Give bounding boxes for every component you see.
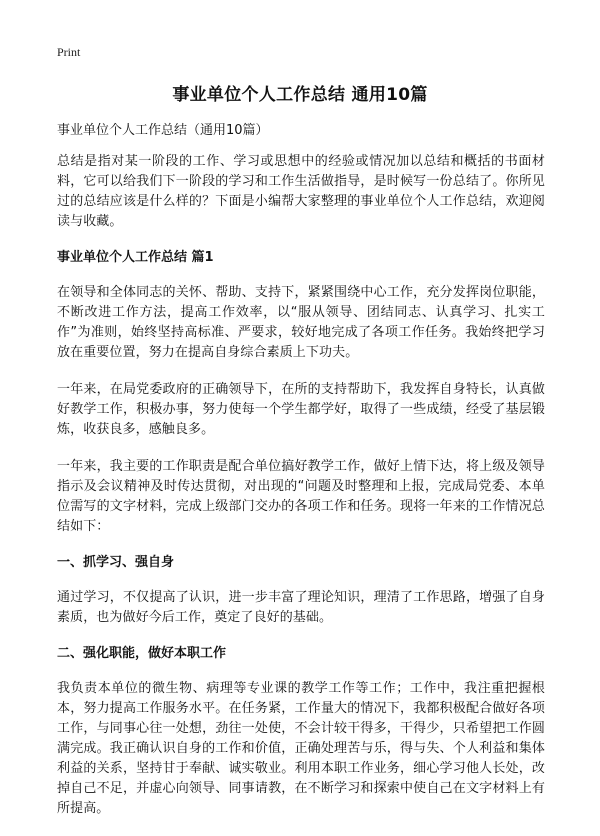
body-paragraph: 一年来，在局党委政府的正确领导下，在所的支持帮助下，我发挥自身特长，认真做好教学工作，积极办事，努力使每一个学生都学好，取得了一些成绩，经受了基层锻炼，收获良多，感触良多。 <box>57 382 545 437</box>
section-heading: 事业单位个人工作总结 篇1 <box>57 250 214 265</box>
intro-paragraph: 总结是指对某一阶段的工作、学习或思想中的经验或情况加以总结和概括的书面材料，它可以给我们下一阶段的学习和工作生活做指导，是时候写一份总结了。你所见过的总结应该是什么样的？下面是小编帮大家整理的事业单位个人工作总结，欢迎阅读与收藏。 <box>57 154 545 229</box>
article-body <box>57 122 545 836</box>
subheading-study: 一、抓学习、强自身 <box>57 555 175 570</box>
article-subtitle: 事业单位个人工作总结（通用10篇） <box>57 123 269 138</box>
body-paragraph: 一年来，我主要的工作职责是配合单位搞好教学工作，做好上情下达，将上级及领导指示及会议精神及时传达贯彻，对出现的“问题及时整理和上报，完成局党委、本单位需写的文字材料，完成上级部门交办的各项工作和任务。现将一年来的工作情况总结如下： <box>57 459 545 534</box>
body-paragraph: 我负责本单位的微生物、病理等专业课的教学工作等工作；工作中，我注重把握根本，努力提高工作服务水平。在任务紧，工作量大的情况下，我都积极配合做好各项工作，与同事心往一处想，劲往一处使，不会计较干得多，干得少，只希望把工作圆满完成。我正确认识自身的工作和价值，正确处理苦与乐，得与失、个人利益和集体利益的关系，坚持甘于奉献、诚实敬业。利用本职工作业务，细心学习他人长处，改掉自己不足，并虚心向领导、同事请教，在不断学习和探索中使自己在文字材料上有所提高。 <box>57 681 545 816</box>
page-title: 事业单位个人工作总结 通用10篇 <box>172 85 428 105</box>
body-paragraph: 通过学习，不仅提高了认识，进一步丰富了理论知识，理清了工作思路，增强了自身素质，也为做好今后工作，奠定了良好的基础。 <box>57 590 545 625</box>
body-paragraph: 在领导和全体同志的关怀、帮助、支持下，紧紧围绕中心工作，充分发挥岗位职能，不断改进工作方法，提高工作效率，以“服从领导、团结同志、认真学习、扎实工作”为准则，始终坚持高标准、严要求，较好地完成了各项工作任务。我始终把学习放在重要位置，努力在提高自身综合素质上下功夫。 <box>57 285 545 360</box>
subheading-duties: 二、强化职能，做好本职工作 <box>57 646 227 661</box>
print-link[interactable]: Print <box>57 45 81 59</box>
